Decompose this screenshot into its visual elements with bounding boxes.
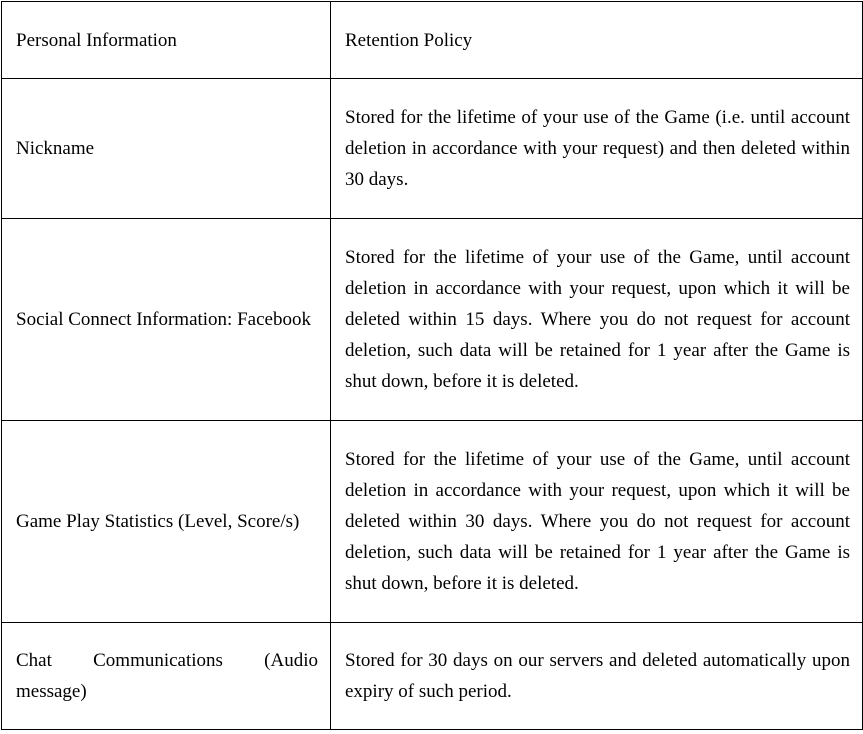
information-text: Game Play Statistics (Level, Score/s) xyxy=(16,511,300,532)
information-text: Chat Communications (Audio message) xyxy=(16,650,318,702)
information-cell xyxy=(2,79,331,219)
information-text: Social Connect Information: Facebook xyxy=(16,309,311,330)
policy-cell xyxy=(331,421,863,623)
header-retention-policy xyxy=(331,2,863,79)
policy-cell xyxy=(331,79,863,219)
header-personal-information xyxy=(2,2,331,79)
table-row xyxy=(2,219,863,421)
retention-policy-table xyxy=(1,1,863,730)
table-header-row xyxy=(2,2,863,79)
header-retention-policy-text: Retention Policy xyxy=(345,29,473,51)
table-row xyxy=(2,623,863,730)
information-cell xyxy=(2,219,331,421)
policy-text: Stored for the lifetime of your use of the Game, until account deletion in accordance with your request, upon which it will be deleted within 30 days. Where you do not request for account deletion, such data will be retained for 1 year after the Game is shut down, before it is deleted. xyxy=(345,449,850,594)
information-cell xyxy=(2,623,331,730)
information-cell xyxy=(2,421,331,623)
table-row xyxy=(2,421,863,623)
information-text: Nickname xyxy=(16,138,95,159)
policy-text: Stored for the lifetime of your use of the Game, until account deletion in accordance with your request, upon which it will be deleted within 15 days. Where you do not request for account deletion, such data will be retained for 1 year after the Game is shut down, before it is deleted. xyxy=(345,247,850,392)
policy-cell xyxy=(331,623,863,730)
table-row xyxy=(2,79,863,219)
policy-text: Stored for 30 days on our servers and deleted automatically upon expiry of such period. xyxy=(345,650,850,702)
policy-text: Stored for the lifetime of your use of the Game (i.e. until account deletion in accordance with your request) and then deleted within 30 days. xyxy=(345,107,850,190)
header-personal-information-text: Personal Information xyxy=(16,29,177,51)
policy-cell xyxy=(331,219,863,421)
